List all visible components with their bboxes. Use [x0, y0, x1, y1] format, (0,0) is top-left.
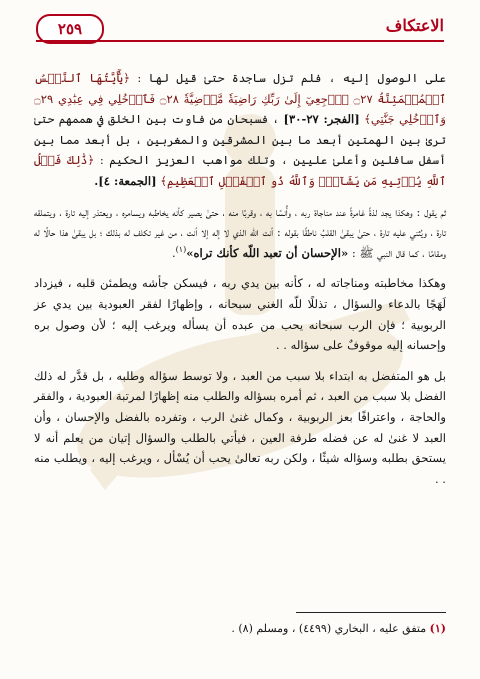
footnote-number: (١): [429, 622, 446, 635]
page-header: [36, 14, 444, 54]
footnote: [34, 620, 446, 638]
footnote-divider: [296, 612, 446, 613]
body-text: [34, 68, 446, 499]
text-run: ثم يقول : وهكذا يجد لذةً غامرةً عند مناجاة ربه ، وأُنسًا به ، وقربًا منه ، حتىٰ يصير كأنه يخاطبه ويسامره ، ويعتذر إليه تارة ، ويتملقه تارة ، ويُثني عليه تارة ، حتىٰ يبقىٰ القلبُ ناطقًا بقوله : أنت اللّه الذي لا إله إلا أنت ، من غير تكلف له بذلك ؛ بل يبقىٰ هذا حالًا له ومقامًا ، كما قال النبي ﷺ :: [34, 204, 446, 260]
paragraph-4: [34, 366, 446, 490]
paragraph-2: [34, 202, 446, 264]
verse-reference: [الفجر: ٢٧-٣٠]: [283, 112, 360, 127]
header-divider: [36, 40, 444, 42]
text-run: .: [171, 245, 176, 260]
text-run: وهكذا مخاطبته ومناجاته له ، كأنه بين يدي ربه ، فيسكن جأشه ويطمئن قلبه ، فيزداد لَهَجًا بالدعاء والسؤال ، تذللًا للّه الغني سبحانه ، وإظهارًا لفقر العبودية بين يدي عز الربوبية ؛ فإن الرب سبحانه يحب من عبده أن يسأله ويرغب إليه ؛ لأن وصول بره وإحسانه إليه موقوفٌ على سؤاله . .: [34, 276, 446, 353]
running-title: الاعتكاف: [385, 16, 444, 35]
text-run: بل هو المتفضل به ابتداء بلا سبب من العبد ، ولا توسط سؤاله وطلبه ، بل قدَّر له ذلك الفضل بلا سبب من العبد ، ثم أمره بسؤاله والطلب منه إظهارًا لمرتبة العبودية ، والفقر والحاجة ، واعترافًا بعز الربوبية ، وكمال غنىٰ الرب ، وتفرده بالفضل والإحسان ، وأن العبد لا غنىٰ له عن فضله طرفة العين ، فيأتي بالطلب والسؤال إتيان من يعلم أنه لا يستحق بطلبه وسؤاله شيئًا ، ولكن ربه تعالىٰ يحب أن يُسْأل ، ويرغب إليه ، ويطلب منه . .: [34, 368, 446, 486]
paragraph-3: [34, 273, 446, 355]
hadith-quote: «الإحسان أن تعبد اللّه كأنك تراه»: [186, 245, 349, 260]
quran-verse: ﴿يَٰٓأَيَّتُهَا ٱلنَّفۡسُ ٱلۡمُطۡمَئِنَّةُ ۝٢٧ ٱرۡجِعِيٓ إِلَىٰ رَبِّكِ رَاضِيَةٗ مَّرۡضِيَّةٗ ۝٢٨ فَٱدۡخُلِي فِي عِبَٰدِي ۝٢٩ وَٱدۡخُلِي جَنَّتِي﴾: [34, 71, 447, 127]
text-run: ، فسبحان من فاوت بين الخلق في هممهم حتىٰ ترىٰ بين الهمتين أبعد ما بين المشرقين والمغربين ، بل أبعد مما بين أسفل سافلين وأعلىٰ عليين ، وتلك مواهب العزيز الحكيم :: [34, 112, 446, 168]
text-run: على الوصول إليه ، فلم تزل ساجدة حتىٰ قيل لها :: [130, 71, 446, 85]
footnote-marker[interactable]: (١): [175, 244, 187, 254]
page-number-badge: ٢٥٩: [36, 14, 104, 44]
paragraph-1: [34, 68, 446, 192]
verse-reference: [الجمعة: ٤].: [94, 173, 157, 188]
quran-verse: ﴿ذَٰلِكَ فَضۡلُ ٱللَّهِ يُؤۡتِيهِ مَن يَشَآءُۚ وَٱللَّهُ ذُو ٱلۡفَضۡلِ ٱلۡعَظِيمِ﴾: [34, 153, 446, 188]
footnote-text: متفق عليه ، البخاري (٤٤٩٩) ، ومسلم (٨) .: [231, 622, 427, 635]
